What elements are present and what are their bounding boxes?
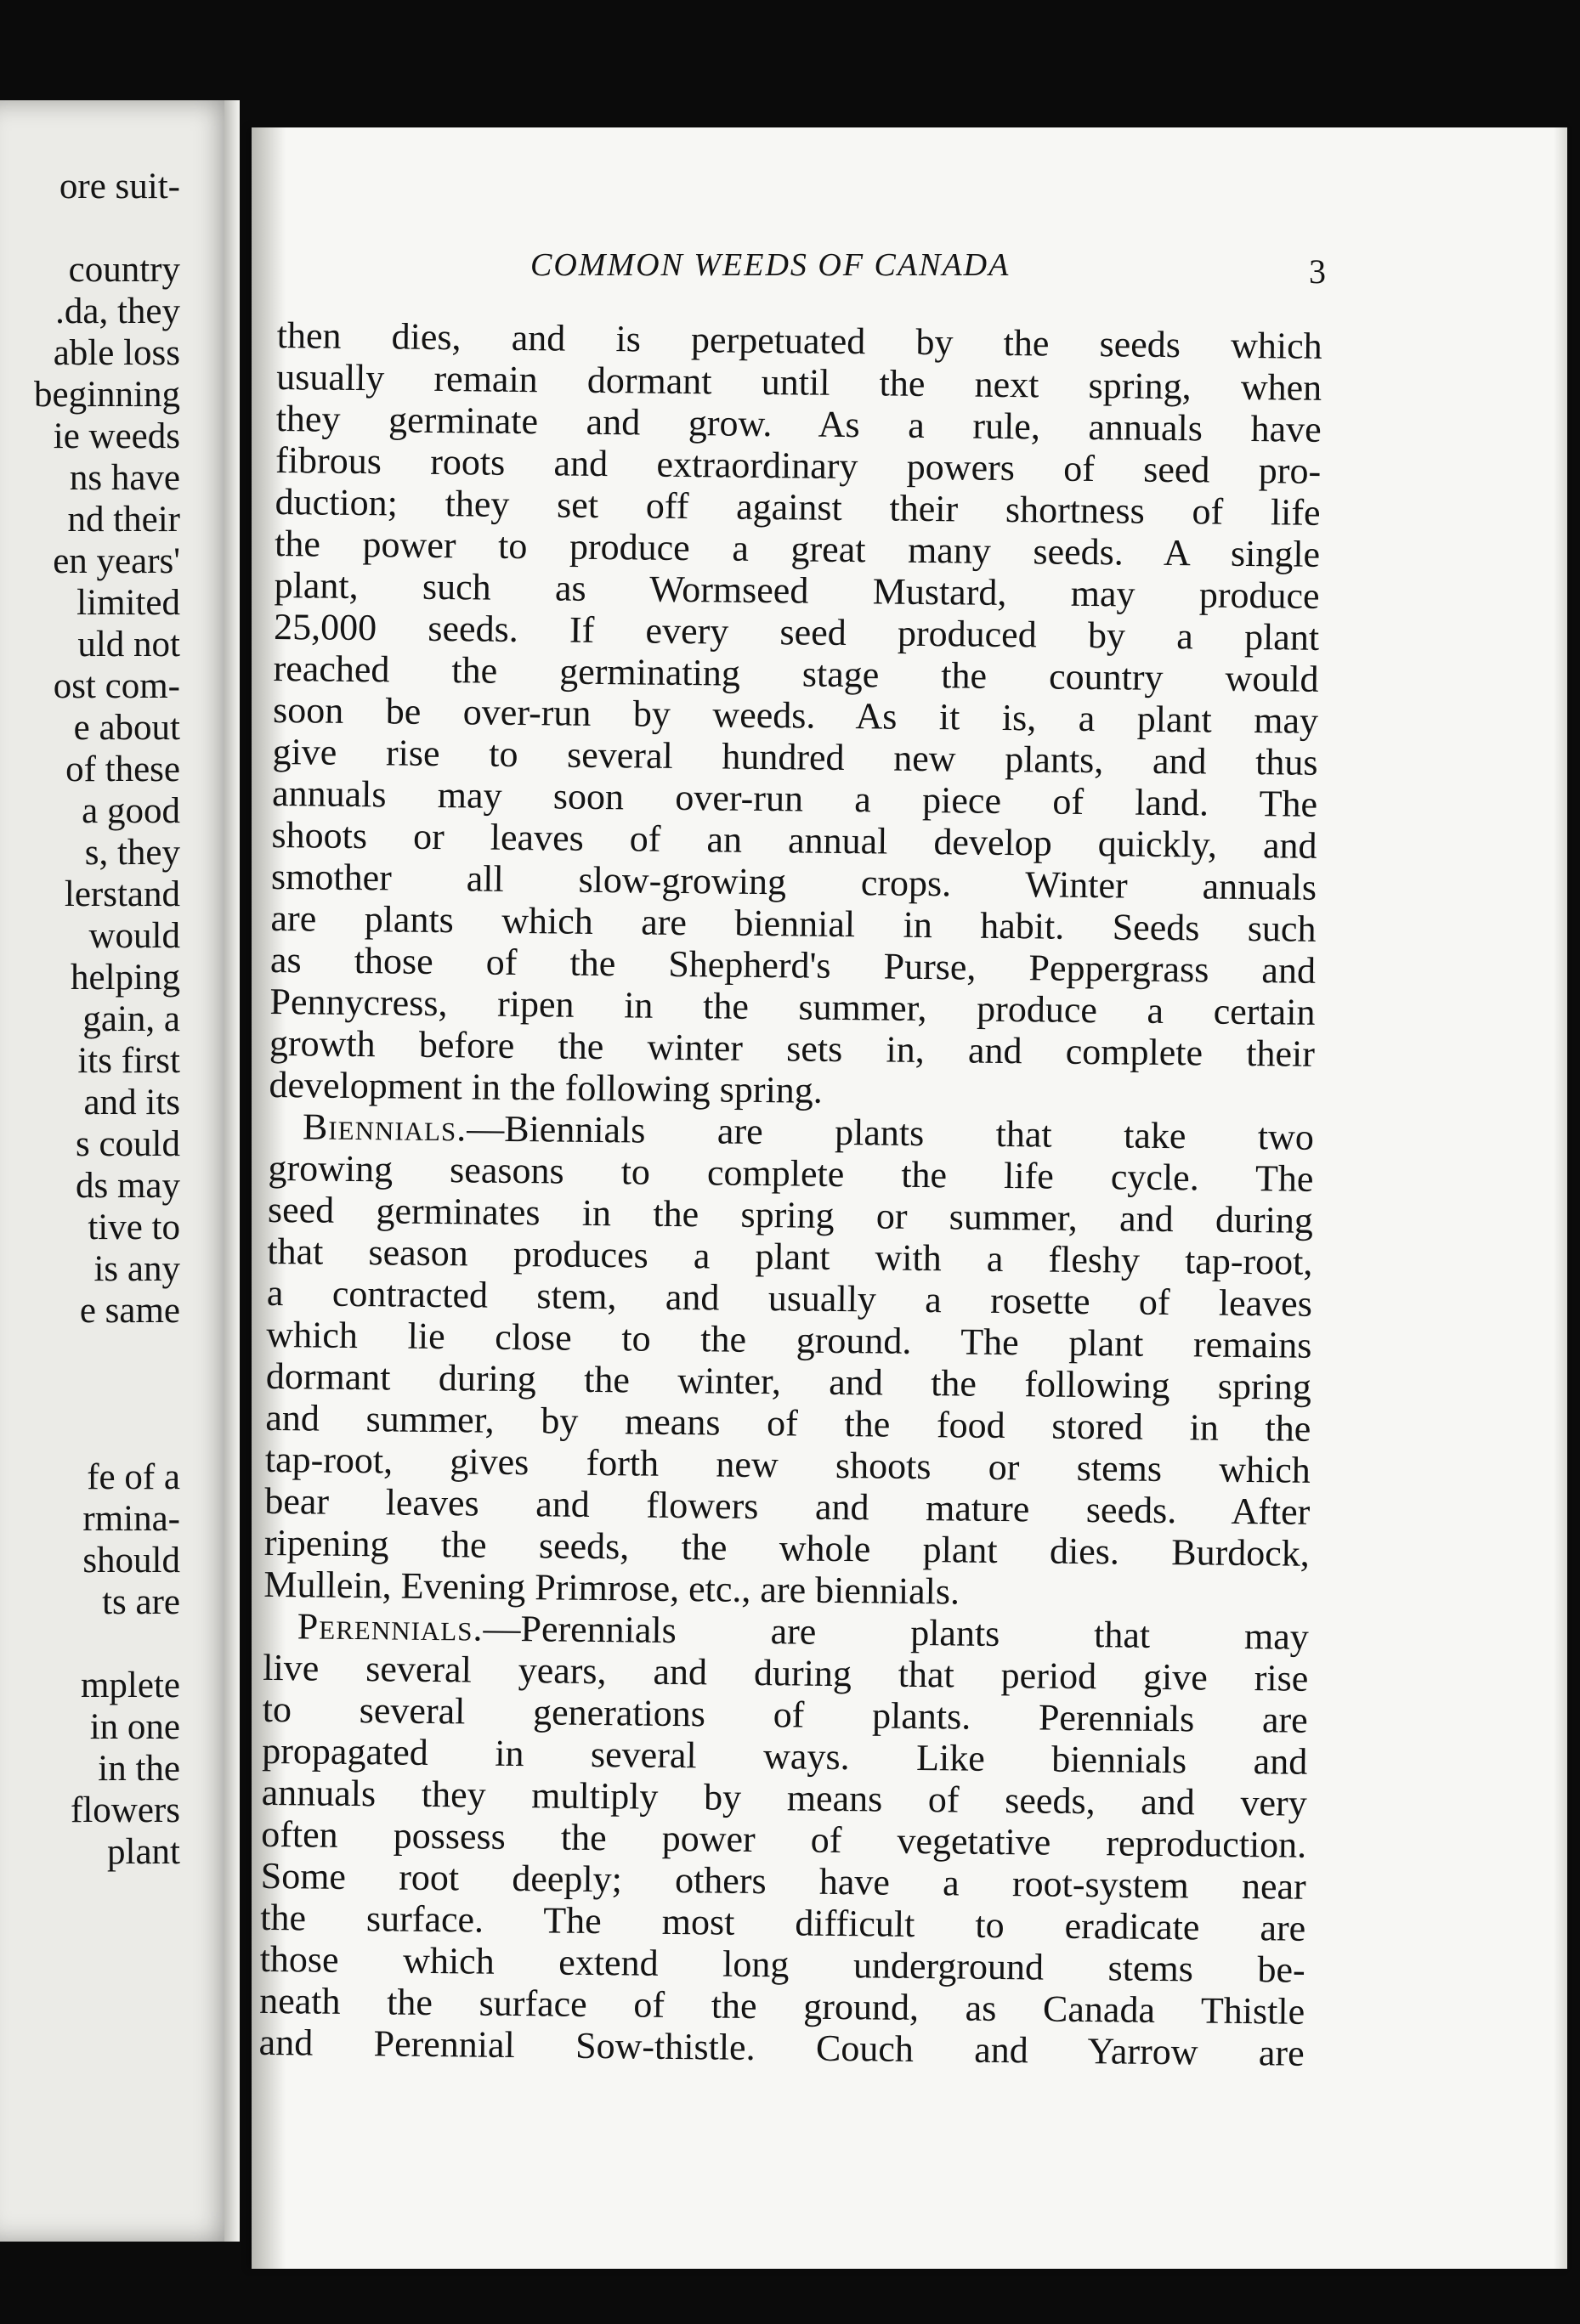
text-line: its first — [77, 1041, 180, 1081]
text-line: propagated in several ways. Like biennials and — [262, 1729, 1308, 1783]
text-line: fibrous roots and extraordinary powers of seed pro- — [275, 438, 1322, 492]
page-number: 3 — [1309, 252, 1326, 291]
text-line: en years' — [53, 541, 180, 581]
text-line: ripening the seeds, the whole plant dies. Burdock, — [263, 1521, 1311, 1575]
text-line: a contracted stem, and usually a rosette of leaves — [266, 1271, 1313, 1325]
text-line: e same — [79, 1291, 180, 1331]
text-line: of these — [65, 749, 180, 789]
text-line: give rise to several hundred new plants, and thus — [272, 730, 1318, 783]
biennials-paragraph — [263, 1147, 1314, 1616]
text-line: limited — [76, 583, 180, 623]
text-line: smother all slow-growing crops. Winter annuals — [270, 855, 1317, 908]
text-line: duction; they set off against their shortness of life — [275, 480, 1321, 534]
text-line: plant, such as Wormseed Mustard, may produce — [274, 563, 1320, 617]
perennials-paragraph — [258, 1647, 1308, 2074]
text-line: bear leaves and flowers and mature seeds. After — [264, 1479, 1311, 1533]
text-line: ds may — [75, 1166, 180, 1206]
biennials-heading: Biennials. — [302, 1105, 467, 1150]
text-line: are plants which are biennial in habit. Seeds such — [270, 896, 1317, 950]
text-line: Some root deeply; others have a root-system near — [260, 1854, 1306, 1908]
text-line: often possess the power of vegetative reproduction. — [261, 1812, 1307, 1866]
text-line: tive to — [88, 1207, 180, 1247]
text-line: 25,000 seeds. If every seed produced by a plant — [273, 605, 1320, 659]
text-line: seed germinates in the spring or summer, and during — [267, 1188, 1314, 1241]
text-line: flowers — [71, 1790, 180, 1830]
text-line: a good — [82, 791, 180, 831]
text-line: those which extend long underground stems be- — [259, 1937, 1305, 1991]
text-line: soon be over-run by weeds. As it is, a plant may — [272, 688, 1319, 742]
text-line: tap-root, gives forth new shoots or stems which — [264, 1438, 1311, 1491]
text-line: then dies, and is perpetuated by the seeds which — [276, 314, 1322, 367]
page-edge — [1554, 127, 1567, 2269]
text-line: to several generations of plants. Perennials are — [262, 1688, 1308, 1741]
text-line: neath the surface of the ground, as Canada Thistle — [258, 1979, 1305, 2033]
text-line: should — [82, 1541, 180, 1580]
text-line: and summer, by means of the food stored in the — [265, 1396, 1311, 1450]
text-line: as those of the Shepherd's Purse, Peppergrass and — [269, 938, 1317, 992]
text-line: growth before the winter sets in, and complete their — [269, 1021, 1316, 1075]
perennials-heading: Perennials. — [297, 1605, 484, 1649]
text-line: e about — [73, 708, 180, 748]
text-line: .da, they — [55, 291, 180, 331]
annuals-paragraph — [269, 314, 1322, 1117]
text-line: beginning — [34, 375, 180, 415]
text-line: s, they — [84, 833, 180, 873]
text-line: and Perennial Sow-thistle. Couch and Yarrow are — [258, 2021, 1305, 2074]
text-line: development in the following spring. — [269, 1063, 824, 1111]
text-line: annuals may soon over-run a piece of land. The — [271, 772, 1318, 825]
page-header — [252, 246, 1567, 297]
text-line: lerstand — [64, 874, 180, 914]
left-page-fold — [224, 100, 240, 2242]
perennials-first-text: —Perennials are plants that may — [483, 1607, 1310, 1658]
text-line: Mullein, Evening Primrose, etc., are biennials. — [263, 1563, 960, 1613]
text-line: they germinate and grow. As a rule, annuals have — [275, 397, 1322, 450]
text-line: mplete — [80, 1665, 180, 1705]
biennials-first-text: —Biennials are plants that take two — [467, 1107, 1315, 1158]
text-line: would — [88, 916, 180, 956]
text-line: shoots or leaves of an annual develop quickly, and — [271, 813, 1317, 867]
text-line: is any — [93, 1249, 180, 1289]
text-line: usually remain dormant until the next spring, when — [275, 355, 1322, 409]
text-line: annuals they multiply by means of seeds, and very — [261, 1771, 1307, 1824]
text-line: live several years, and during that period give rise — [263, 1646, 1309, 1699]
left-facing-page — [0, 100, 240, 2242]
body-text — [258, 314, 1322, 2074]
text-line: the power to produce a great many seeds. A single — [274, 522, 1321, 575]
text-line: able loss — [53, 333, 180, 373]
text-line: s could — [75, 1124, 180, 1164]
text-line: reached the germinating stage the country would — [273, 647, 1319, 700]
text-line: ns have — [69, 458, 180, 498]
text-line: country — [68, 250, 180, 290]
text-line: nd their — [67, 500, 180, 540]
text-line: in the — [98, 1749, 180, 1789]
text-line: plant — [107, 1832, 180, 1872]
text-line: ore suit- — [59, 167, 180, 206]
right-page — [252, 127, 1567, 2269]
text-line: ts are — [102, 1582, 180, 1622]
text-line: helping — [71, 958, 180, 998]
text-line: ie weeds — [53, 416, 180, 456]
text-line: gain, a — [82, 999, 180, 1039]
text-line: Pennycress, ripen in the summer, produce a certain — [269, 980, 1316, 1033]
text-line: in one — [89, 1707, 180, 1747]
running-title: COMMON WEEDS OF CANADA — [530, 247, 1011, 283]
text-line: which lie close to the ground. The plant remains — [266, 1313, 1312, 1366]
text-line: dormant during the winter, and the following spring — [265, 1354, 1312, 1408]
text-line: growing seasons to complete the life cycle. The — [268, 1146, 1314, 1200]
text-line: rmina- — [82, 1499, 180, 1539]
text-line: fe of a — [87, 1457, 180, 1497]
text-line: the surface. The most difficult to eradicate are — [259, 1896, 1306, 1949]
text-line: and its — [83, 1083, 180, 1122]
text-line: that season produces a plant with a fleshy tap-root, — [267, 1230, 1313, 1283]
text-line: ost com- — [53, 666, 180, 706]
text-line: uld not — [77, 625, 180, 664]
